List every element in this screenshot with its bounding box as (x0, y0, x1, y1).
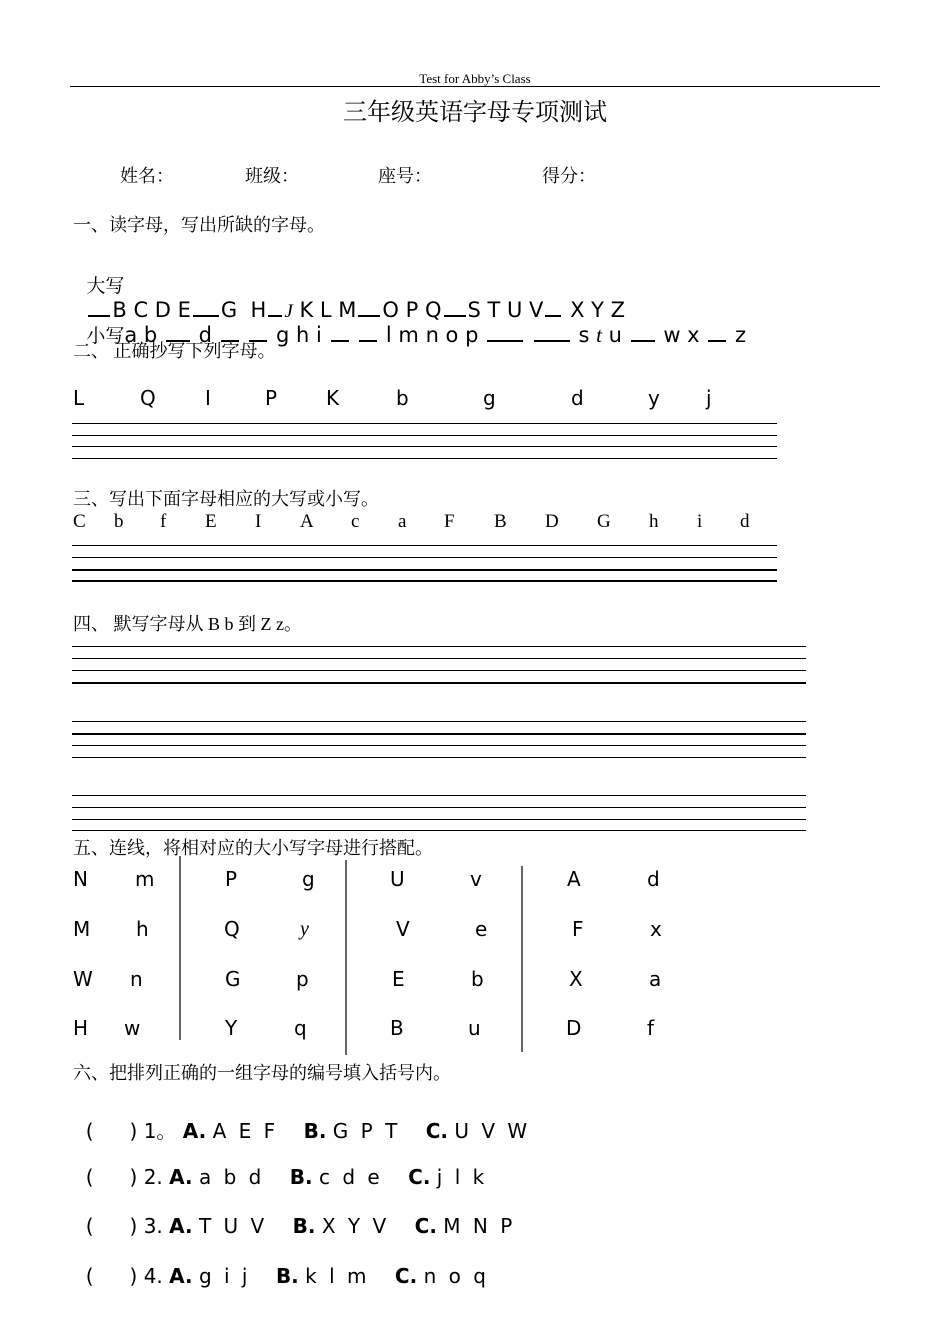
column-divider (345, 860, 347, 1055)
option-b-label: B. (303, 1119, 327, 1143)
match-lower[interactable]: p (296, 967, 309, 991)
upper-letters: H (250, 298, 267, 322)
option-a: A E F (212, 1119, 279, 1143)
lower-letters: l m n o p (385, 323, 479, 347)
writing-line[interactable] (72, 557, 777, 558)
lower-letters: z (734, 323, 747, 347)
section5-heading: 五、连线，将相对应的大小写字母进行搭配。 (73, 838, 433, 858)
case-letter: a (398, 511, 407, 532)
match-upper[interactable]: G (225, 967, 241, 991)
copy-letter: g (483, 386, 496, 410)
header-rule (70, 86, 880, 87)
match-upper[interactable]: X (569, 967, 583, 991)
blank[interactable] (359, 324, 377, 342)
copy-letter: P (265, 386, 278, 410)
answer-paren-open[interactable]: ( (85, 1264, 94, 1288)
question-row (73, 1190, 515, 1238)
match-lower[interactable]: h (136, 917, 149, 941)
option-b: X Y V (321, 1214, 390, 1238)
option-b-label: B. (275, 1264, 299, 1288)
match-lower[interactable]: y (300, 918, 309, 940)
writing-line[interactable] (72, 423, 777, 424)
match-lower[interactable]: v (470, 867, 482, 891)
running-head: Test for Abby’s Class (419, 71, 531, 86)
writing-line[interactable] (72, 807, 806, 808)
question-row (73, 1141, 487, 1189)
match-upper[interactable]: U (390, 867, 405, 891)
match-lower[interactable]: d (647, 867, 660, 891)
copy-letter: L (73, 386, 85, 410)
writing-line[interactable] (72, 682, 806, 684)
case-letter: h (649, 511, 659, 532)
lower-letters: t (596, 323, 602, 347)
option-a-label: A. (169, 1165, 193, 1189)
question-number: 3. (143, 1214, 163, 1238)
copy-letter: d (571, 386, 584, 410)
answer-paren-close[interactable]: ) (129, 1264, 138, 1288)
option-c-label: C. (425, 1119, 449, 1143)
match-upper[interactable]: F (572, 917, 584, 941)
lower-letters: g h i (276, 323, 322, 347)
option-b: G P T (332, 1119, 401, 1143)
column-divider (179, 856, 181, 1040)
match-lower[interactable]: g (302, 867, 315, 891)
option-a-label: A. (182, 1119, 207, 1143)
match-upper[interactable]: Y (225, 1016, 238, 1040)
option-a: g i j (198, 1264, 251, 1288)
option-a-label: A. (169, 1214, 193, 1238)
match-upper[interactable]: P (225, 867, 238, 891)
class-field-label: 班级： (245, 166, 299, 186)
uppercase-label: 大写 (86, 276, 125, 297)
upper-letters: X Y Z (570, 298, 626, 322)
writing-line[interactable] (72, 580, 777, 582)
case-letter: B (494, 511, 507, 532)
section3-heading: 三、写出下面字母相应的大写或小写。 (73, 489, 379, 509)
case-letter: E (205, 511, 217, 532)
upper-letters: J (284, 301, 293, 322)
case-letter: G (597, 511, 611, 532)
blank[interactable] (631, 324, 655, 342)
copy-letter: I (205, 386, 211, 410)
option-b-label: B. (292, 1214, 316, 1238)
copy-letter: K (326, 386, 340, 410)
writing-line[interactable] (72, 446, 777, 447)
case-letter: b (114, 511, 124, 532)
copy-letter: b (396, 386, 409, 410)
match-upper[interactable]: D (566, 1016, 582, 1040)
case-letter: c (351, 511, 360, 532)
answer-paren-open[interactable]: ( (85, 1119, 94, 1143)
match-upper[interactable]: V (396, 917, 410, 941)
lower-letters: d (198, 323, 212, 347)
upper-letters: G (220, 298, 238, 322)
upper-letters: S T U V (467, 298, 544, 322)
question-number: 1。 (143, 1119, 177, 1143)
column-divider (521, 866, 523, 1052)
question-number: 2. (143, 1165, 163, 1189)
question-number: 4. (143, 1264, 163, 1288)
match-lower[interactable]: b (471, 967, 484, 991)
lowercase-label: 小写 (86, 326, 125, 347)
match-lower[interactable]: u (468, 1016, 481, 1040)
writing-line[interactable] (72, 658, 806, 659)
writing-line[interactable] (72, 670, 806, 671)
answer-paren-open[interactable]: ( (85, 1214, 94, 1238)
score-field-label: 得分： (542, 166, 596, 186)
option-b-label: B. (289, 1165, 313, 1189)
writing-line[interactable] (72, 721, 806, 722)
seat-field-label: 座号： (378, 166, 432, 186)
option-b: c d e (318, 1165, 383, 1189)
name-field-label: 姓名： (120, 166, 174, 186)
writing-line[interactable] (72, 458, 777, 459)
option-c-label: C. (414, 1214, 437, 1238)
match-upper[interactable]: B (390, 1016, 404, 1040)
match-upper[interactable]: A (567, 867, 581, 891)
writing-line[interactable] (72, 569, 777, 571)
match-lower[interactable]: n (130, 967, 143, 991)
copy-letter: j (706, 386, 712, 410)
match-lower[interactable]: a (649, 967, 662, 991)
match-upper[interactable]: H (73, 1016, 89, 1040)
case-letter: i (697, 511, 703, 532)
writing-line[interactable] (72, 830, 806, 831)
option-c: j l k (436, 1165, 488, 1189)
option-a: a b d (198, 1165, 265, 1189)
question-row (73, 1091, 530, 1144)
blank[interactable] (534, 324, 570, 342)
lower-letters: s (578, 323, 590, 347)
option-c: U V W (454, 1119, 531, 1143)
match-upper[interactable]: W (73, 967, 93, 991)
upper-letters: B C D E (112, 298, 191, 322)
match-upper[interactable]: Q (224, 917, 240, 941)
writing-line[interactable] (72, 545, 777, 546)
blank[interactable] (487, 324, 523, 342)
match-upper[interactable]: M (73, 917, 91, 941)
upper-letters: K L M (299, 298, 357, 322)
writing-line[interactable] (72, 745, 806, 746)
case-letter: C (73, 511, 86, 532)
case-letter: d (740, 511, 750, 532)
section6-heading: 六、把排列正确的一组字母的编号填入括号内。 (73, 1063, 451, 1083)
answer-paren-close[interactable]: ) (129, 1165, 138, 1189)
option-a-label: A. (169, 1264, 193, 1288)
page-title: 三年级英语字母专项测试 (343, 100, 607, 126)
case-letter: f (160, 511, 167, 532)
blank[interactable] (708, 324, 726, 342)
match-lower[interactable]: w (124, 1016, 141, 1040)
blank[interactable] (331, 324, 349, 342)
writing-line[interactable] (72, 733, 806, 735)
case-letter: F (444, 511, 455, 532)
lower-letters: u (608, 323, 622, 347)
match-upper[interactable]: N (73, 867, 88, 891)
writing-line[interactable] (72, 795, 806, 796)
match-lower[interactable]: m (135, 867, 155, 891)
writing-line[interactable] (72, 435, 777, 436)
copy-letter: y (648, 386, 660, 410)
option-c-label: C. (394, 1264, 418, 1288)
match-lower[interactable]: f (647, 1016, 655, 1040)
writing-line[interactable] (72, 757, 806, 758)
writing-line[interactable] (72, 819, 806, 820)
copy-letter: Q (140, 386, 156, 410)
lower-letters: a b (124, 323, 158, 347)
answer-paren-close[interactable]: ) (129, 1119, 138, 1143)
option-b: k l m (305, 1264, 370, 1288)
writing-line[interactable] (72, 646, 806, 647)
match-upper[interactable]: E (392, 967, 405, 991)
match-lower[interactable]: e (475, 917, 488, 941)
match-lower[interactable]: q (294, 1016, 307, 1040)
case-letter: D (545, 511, 559, 532)
case-letter: I (255, 511, 262, 532)
option-c: n o q (423, 1264, 489, 1288)
option-c-label: C. (408, 1165, 431, 1189)
section2-heading: 二、 正确抄写下列字母。 (73, 341, 276, 361)
answer-paren-close[interactable]: ) (129, 1214, 138, 1238)
section4-heading: 四、 默写字母从 B b 到 Z z。 (73, 614, 302, 634)
option-a: T U V (198, 1214, 268, 1238)
question-row (73, 1240, 489, 1288)
option-c: M N P (443, 1214, 516, 1238)
section1-heading: 一、读字母，写出所缺的字母。 (73, 215, 325, 235)
lower-letters: w x (663, 323, 700, 347)
case-letter: A (300, 511, 314, 532)
upper-letters: O P Q (382, 298, 442, 322)
match-lower[interactable]: x (650, 917, 662, 941)
answer-paren-open[interactable]: ( (85, 1165, 94, 1189)
